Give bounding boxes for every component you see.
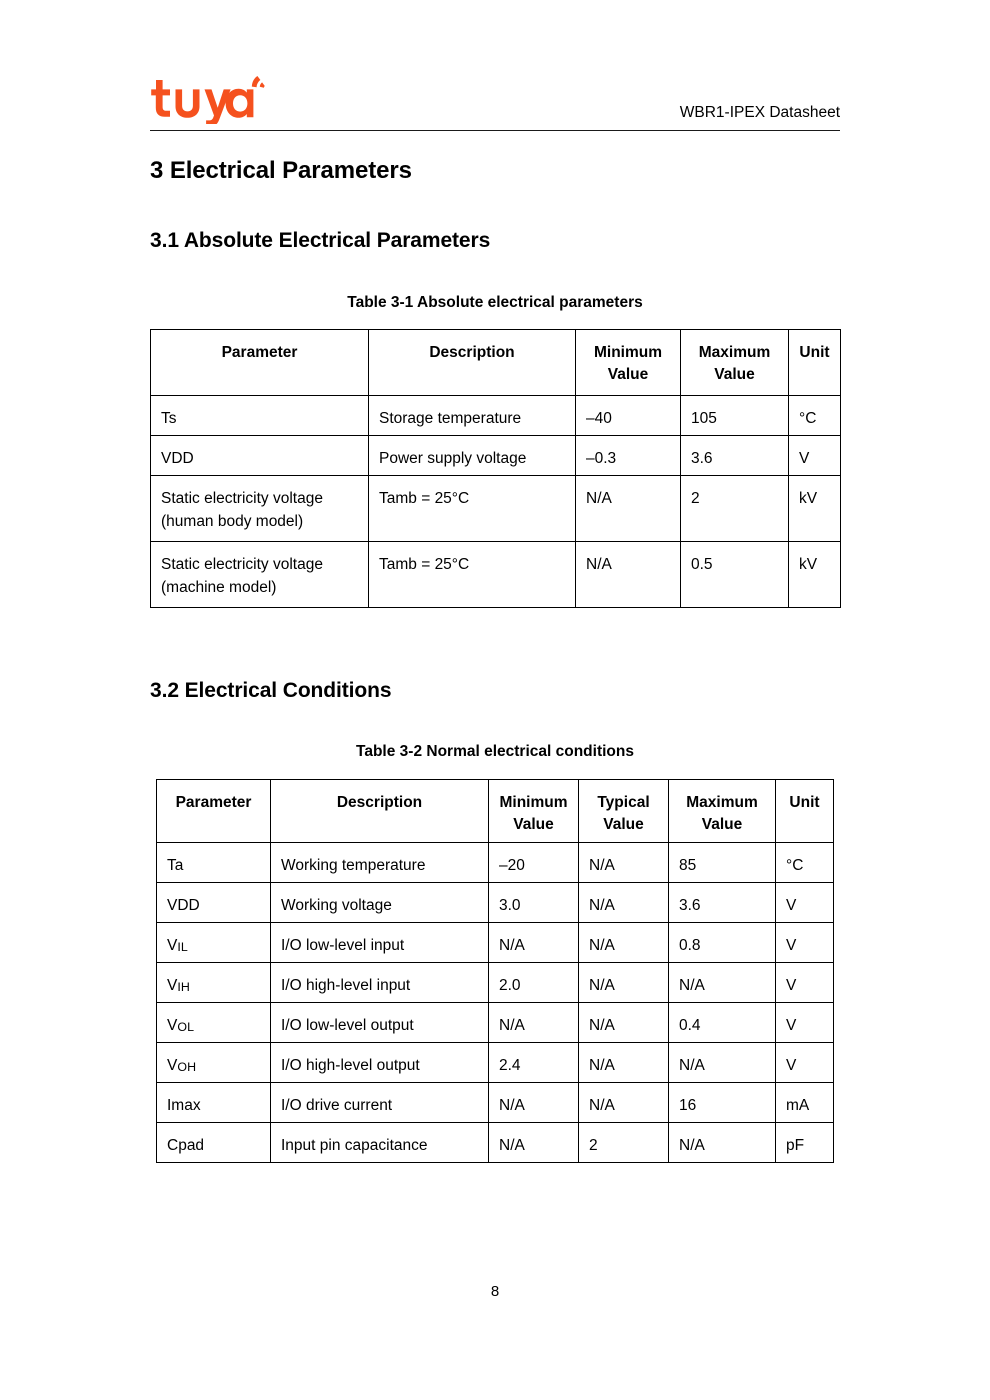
cell-description: Tamb = 25°C (369, 542, 576, 608)
header-line: Description (336, 794, 423, 811)
param-base: V (167, 937, 178, 954)
header-line: Minimum (499, 794, 568, 811)
column-header-maximum-value (681, 330, 789, 396)
cell-description: I/O drive current (271, 1083, 489, 1123)
cell-minimum: 2.0 (489, 963, 579, 1003)
cell-description: I/O high-level output (271, 1043, 489, 1083)
header-line: Value (714, 366, 755, 384)
cell-minimum: N/A (489, 1083, 579, 1123)
column-header-unit (776, 780, 834, 843)
table-caption-absolute: Table 3-1 Absolute electrical parameters (347, 294, 643, 311)
tuya-logo (150, 72, 270, 124)
cell-line: (human body model) (161, 512, 304, 530)
table-caption-conditions: Table 3-2 Normal electrical conditions (356, 743, 634, 760)
cell-parameter (157, 963, 271, 1003)
cell-parameter (151, 476, 369, 542)
cell-parameter (157, 923, 271, 963)
cell-maximum: 2 (681, 476, 789, 542)
cell-unit: V (789, 436, 841, 476)
table-row (157, 843, 834, 883)
cell-description: Tamb = 25°C (369, 476, 576, 542)
cell-minimum: N/A (489, 1123, 579, 1163)
table-row (157, 963, 834, 1003)
header-line: Maximum (686, 794, 758, 811)
column-header-maximum-value (669, 780, 776, 843)
cell-description: I/O low-level input (271, 923, 489, 963)
column-header-description (369, 330, 576, 396)
cell-parameter (157, 1083, 271, 1123)
page-header (150, 72, 840, 134)
cell-description: Storage temperature (369, 396, 576, 436)
cell-parameter (151, 396, 369, 436)
cell-parameter (151, 542, 369, 608)
cell-typical: N/A (579, 923, 669, 963)
cell-minimum: –40 (576, 396, 681, 436)
cell-typical: N/A (579, 843, 669, 883)
cell-unit: °C (776, 843, 834, 883)
cell-maximum: 0.4 (669, 1003, 776, 1043)
cell-typical: N/A (579, 1083, 669, 1123)
section-heading-electrical-conditions: 3.2 Electrical Conditions (150, 679, 392, 702)
cell-minimum: N/A (489, 923, 579, 963)
cell-minimum: 3.0 (489, 883, 579, 923)
table-absolute-electrical-parameters (150, 329, 841, 608)
section-heading-absolute-parameters: 3.1 Absolute Electrical Parameters (150, 229, 491, 252)
cell-maximum: N/A (669, 1043, 776, 1083)
cell-unit: °C (789, 396, 841, 436)
header-line: Value (701, 816, 743, 834)
cell-typical: N/A (579, 1003, 669, 1043)
param-base: Ta (167, 857, 184, 874)
header-line: Value (513, 816, 554, 834)
param-base: Imax (167, 1097, 201, 1114)
page-number: 8 (490, 1283, 500, 1300)
cell-typical: N/A (579, 1043, 669, 1083)
param-base: V (167, 977, 178, 994)
column-header-unit (789, 330, 841, 396)
cell-unit: kV (789, 542, 841, 608)
cell-description: Power supply voltage (369, 436, 576, 476)
table-header-row (151, 330, 841, 396)
column-header-parameter (151, 330, 369, 396)
table-row (157, 923, 834, 963)
param-base: V (167, 1057, 178, 1074)
cell-minimum: –20 (489, 843, 579, 883)
cell-description: Working temperature (271, 843, 489, 883)
header-divider (150, 130, 840, 131)
cell-line: Static electricity voltage (161, 556, 323, 573)
cell-unit: V (776, 1003, 834, 1043)
cell-unit: V (776, 923, 834, 963)
cell-parameter (157, 883, 271, 923)
cell-line: Static electricity voltage (161, 490, 323, 507)
cell-maximum: 0.5 (681, 542, 789, 608)
cell-maximum: 3.6 (681, 436, 789, 476)
column-header-description (271, 780, 489, 843)
cell-unit: V (776, 1043, 834, 1083)
header-line: Maximum (698, 344, 771, 361)
cell-maximum: 85 (669, 843, 776, 883)
param-base: V (167, 1017, 178, 1034)
table-row (151, 396, 841, 436)
cell-parameter (157, 843, 271, 883)
header-line: Parameter (175, 794, 252, 811)
table-row (157, 1003, 834, 1043)
table-row (157, 1043, 834, 1083)
cell-maximum: 105 (681, 396, 789, 436)
cell-maximum: N/A (669, 963, 776, 1003)
table-normal-electrical-conditions (156, 779, 834, 1163)
document-title: WBR1-IPEX Datasheet (679, 104, 840, 121)
header-line: Value (607, 366, 649, 384)
header-line: Unit (799, 344, 830, 361)
cell-maximum: 0.8 (669, 923, 776, 963)
cell-description: I/O low-level output (271, 1003, 489, 1043)
cell-unit: pF (776, 1123, 834, 1163)
cell-parameter (157, 1123, 271, 1163)
header-line: Value (603, 816, 644, 834)
cell-line: (machine model) (161, 578, 277, 596)
param-subscript: IL (177, 939, 188, 954)
cell-minimum: N/A (576, 542, 681, 608)
table-row (151, 436, 841, 476)
cell-minimum: N/A (489, 1003, 579, 1043)
table-header-row (157, 780, 834, 843)
cell-minimum: –0.3 (576, 436, 681, 476)
table-row (157, 1083, 834, 1123)
cell-line: VDD (161, 450, 194, 467)
cell-parameter (151, 436, 369, 476)
cell-unit: V (776, 883, 834, 923)
column-header-typical-value (579, 780, 669, 843)
table-row (151, 542, 841, 608)
cell-unit: V (776, 963, 834, 1003)
page-title: 3 Electrical Parameters (150, 157, 412, 184)
cell-line: Ts (161, 410, 177, 427)
cell-maximum: N/A (669, 1123, 776, 1163)
cell-parameter (157, 1003, 271, 1043)
column-header-minimum-value (576, 330, 681, 396)
param-subscript: IH (177, 979, 190, 994)
cell-typical: N/A (579, 963, 669, 1003)
param-subscript: OL (177, 1019, 195, 1034)
table-row (151, 476, 841, 542)
param-base: VDD (167, 897, 200, 914)
cell-description: Input pin capacitance (271, 1123, 489, 1163)
param-subscript: OH (177, 1059, 197, 1074)
cell-unit: kV (789, 476, 841, 542)
cell-parameter (157, 1043, 271, 1083)
cell-typical: N/A (579, 883, 669, 923)
header-line: Unit (789, 794, 820, 811)
cell-unit: mA (776, 1083, 834, 1123)
cell-description: Working voltage (271, 883, 489, 923)
header-line: Minimum (593, 344, 663, 361)
header-line: Parameter (221, 344, 298, 361)
cell-minimum: N/A (576, 476, 681, 542)
param-base: Cpad (167, 1137, 205, 1154)
cell-minimum: 2.4 (489, 1043, 579, 1083)
header-line: Typical (597, 794, 650, 811)
cell-maximum: 16 (669, 1083, 776, 1123)
header-line: Description (429, 344, 515, 361)
table-row (157, 883, 834, 923)
cell-typical: 2 (579, 1123, 669, 1163)
table-row (157, 1123, 834, 1163)
column-header-minimum-value (489, 780, 579, 843)
cell-maximum: 3.6 (669, 883, 776, 923)
column-header-parameter (157, 780, 271, 843)
cell-description: I/O high-level input (271, 963, 489, 1003)
